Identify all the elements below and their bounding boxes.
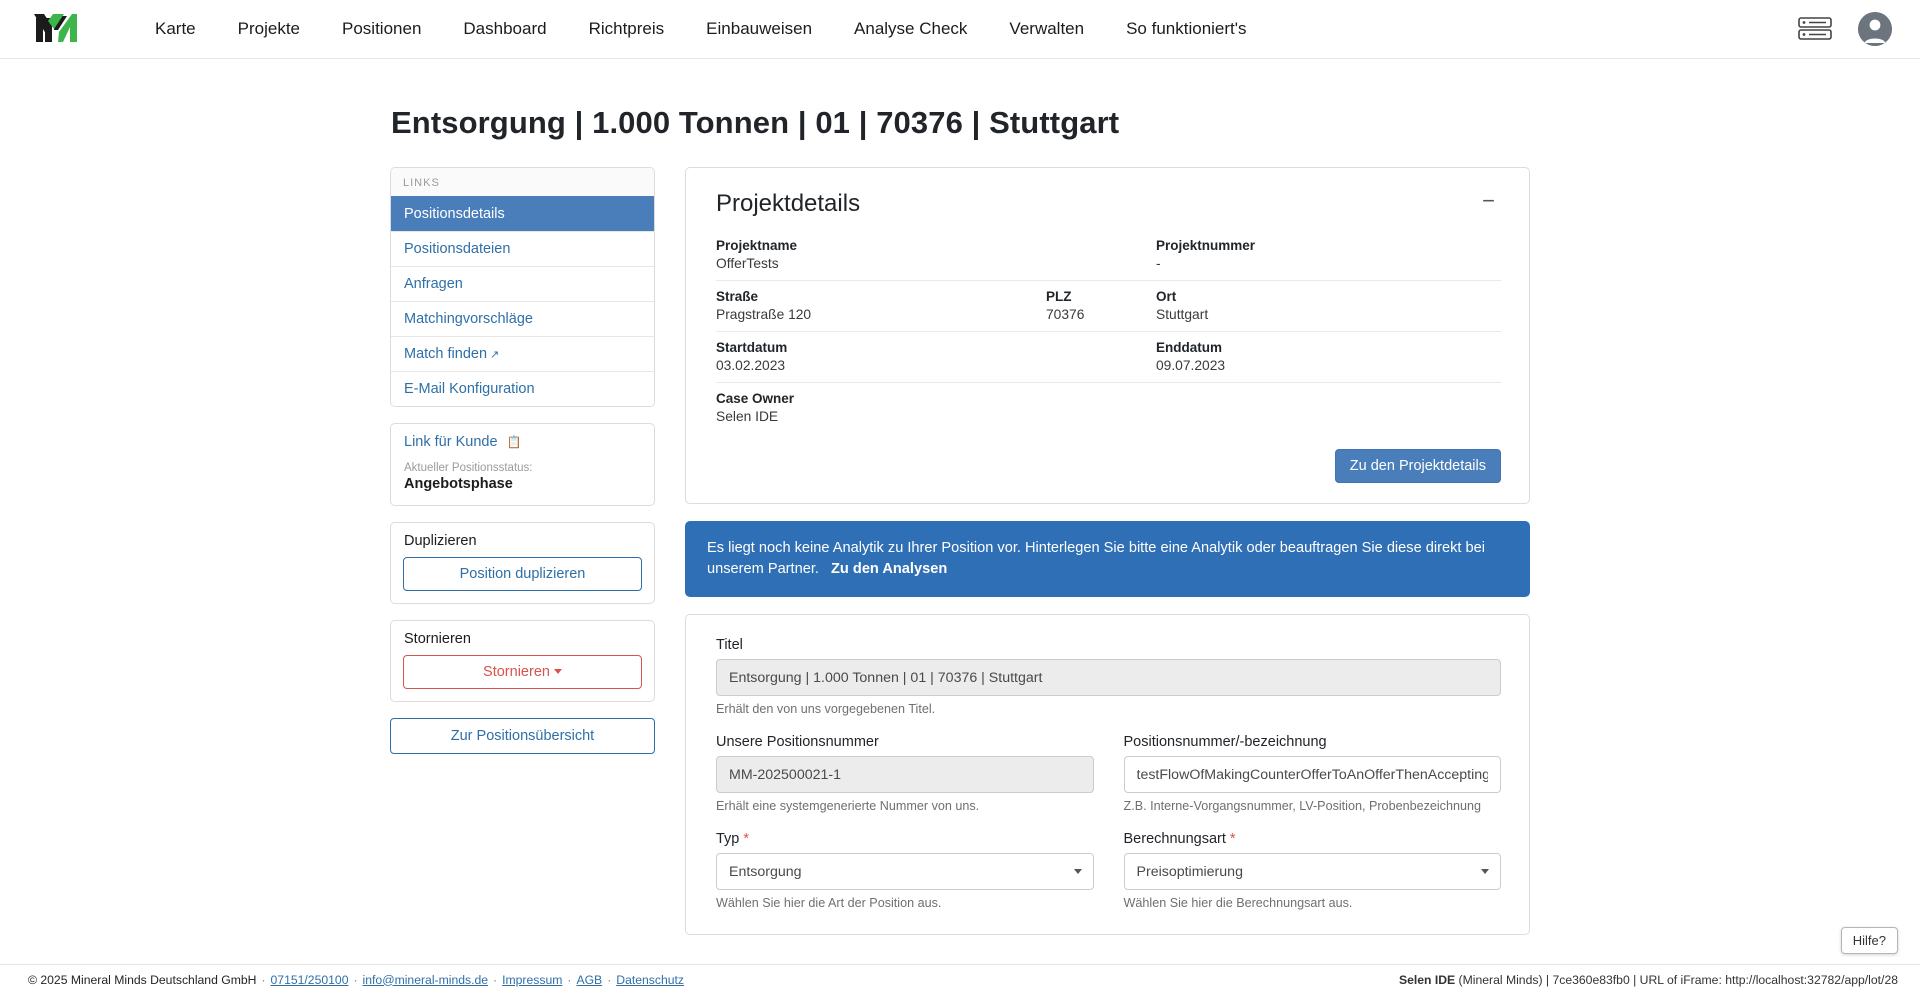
alert-link-zu-den-analysen[interactable]: Zu den Analysen [831,561,948,578]
analytics-alert [685,521,1530,597]
number-fields-row [716,734,1501,813]
minus-icon[interactable]: − [1482,188,1495,213]
detail-label: Ort [1156,289,1177,304]
project-details-body [686,230,1529,445]
type-select-wrap [716,853,1094,890]
detail-value: 70376 [1046,307,1085,322]
title-field-group [716,637,1501,716]
detail-value: Pragstraße 120 [716,307,812,322]
nav-link-dashboard[interactable]: Dashboard [463,19,547,38]
customer-link-label: Link für Kunde [404,434,498,450]
detail-cell-plz [1046,289,1156,322]
help-bubble-button[interactable]: Hilfe? [1841,927,1898,954]
sidebar-item-match-finden[interactable] [391,336,654,371]
customer-link-panel [390,423,655,506]
detail-cell-projektname [716,238,1046,271]
project-details-title: Projektdetails [716,190,861,217]
detail-value: Stuttgart [1156,307,1209,322]
project-details-card [685,167,1530,504]
sidebar-item-anfragen[interactable]: Anfragen [391,266,654,301]
type-group [716,831,1094,910]
footer-separator: · [353,972,358,987]
calculation-help: Wählen Sie hier die Berechnungsart aus. [1123,896,1353,911]
detail-value: Selen IDE [716,409,779,424]
detail-cell-strasse [716,289,1046,322]
footer-privacy-link[interactable]: Datenschutz [616,972,685,987]
nav-link-verwalten[interactable]: Verwalten [1009,19,1085,38]
detail-row [716,383,1501,433]
detail-label: PLZ [1046,289,1072,304]
footer-bar [0,964,1920,994]
position-number-label: Unsere Positionsnummer [716,734,879,751]
footer-separator: · [261,972,266,987]
alert-text: Es liegt noch keine Analytik zu Ihrer Position vor. Hinterlegen Sie bitte eine Analytik oder beauftragen Sie diese direkt bei unserem Partner. [707,540,1485,578]
project-details-header [686,168,1529,230]
nav-link-so-funktionierts[interactable]: So funktioniert's [1126,19,1247,38]
page-title: Entsorgung | 1.000 Tonnen | 01 | 70376 | Stuttgart [391,105,1120,140]
footer-imprint-link[interactable]: Impressum [502,972,563,987]
footer-phone-link[interactable]: 07151/250100 [270,972,349,987]
detail-cell-empty [1046,391,1156,424]
duplicate-position-button[interactable]: Position duplizieren [403,557,642,591]
footer-session-info [1399,973,1898,987]
main-content [685,167,1530,952]
detail-label: Straße [716,289,759,304]
detail-row [716,230,1501,281]
top-navbar [0,0,1920,59]
detail-cell-projektnummer [1156,238,1501,271]
calculation-select[interactable] [1124,853,1502,890]
detail-label: Startdatum [716,340,788,355]
nav-links [134,19,1268,39]
footer-separator: · [607,972,612,987]
footer-user-name: Selen IDE [1398,972,1456,987]
sidebar-item-positionsdateien[interactable]: Positionsdateien [391,231,654,266]
server-icon-glyph [1798,16,1832,42]
detail-cell-enddatum [1156,340,1501,373]
type-label-text: Typ [716,831,740,848]
user-avatar-icon [1858,12,1892,46]
content-wrapper [390,59,1530,952]
server-icon[interactable] [1798,16,1832,42]
copy-icon[interactable]: 📋 [506,435,522,449]
two-column-layout [390,167,1530,952]
duplicate-title: Duplizieren [404,533,477,549]
detail-value: 03.02.2023 [716,358,786,373]
detail-label: Enddatum [1156,340,1222,355]
footer-separator: · [493,972,498,987]
detail-cell-empty [1046,340,1156,373]
sidebar-item-email-konfiguration[interactable]: E-Mail Konfiguration [391,371,654,406]
detail-label: Projektnummer [1156,238,1256,253]
customer-link-row[interactable] [391,424,654,460]
detail-row [716,281,1501,332]
nav-link-einbauweisen[interactable]: Einbauweisen [706,19,813,38]
detail-cell-case-owner [716,391,1046,424]
position-name-label: Positionsnummer/-bezeichnung [1123,734,1327,751]
nav-link-analyse-check[interactable]: Analyse Check [854,19,968,38]
avatar[interactable] [1858,12,1892,46]
status-badge: Angebotsphase [404,476,513,492]
project-details-footer [686,445,1529,503]
cancel-dropdown-button[interactable] [403,655,642,689]
title-field-label: Titel [716,637,743,654]
links-panel [390,167,655,407]
status-label: Aktueller Positionsstatus: [404,462,533,474]
position-name-group [1124,734,1502,813]
detail-value: - [1156,256,1161,271]
detail-value: 09.07.2023 [1156,358,1226,373]
select-fields-row [716,831,1501,910]
links-panel-header: LINKS [391,168,654,196]
sidebar-item-positionsdetails[interactable]: Positionsdetails [391,196,654,231]
cancel-panel [390,620,655,702]
left-sidebar [390,167,655,754]
detail-row [716,332,1501,383]
position-name-help: Z.B. Interne-Vorgangsnummer, LV-Position, Probenbezeichnung [1123,799,1481,814]
footer-terms-link[interactable]: AGB [576,972,603,987]
brand-logo[interactable] [34,9,90,49]
position-form-card [685,614,1530,935]
type-label [716,831,1094,847]
cancel-button-label: Stornieren [483,664,550,680]
sidebar-item-label: Match finden [404,346,488,362]
nav-link-projekte[interactable]: Projekte [237,19,301,38]
cancel-title: Stornieren [404,631,471,647]
footer-copyright: © 2025 Mineral Minds Deutschland GmbH [28,972,257,987]
calculation-group [1124,831,1502,910]
page-container [0,59,1920,952]
calculation-required-marker: * [1229,831,1236,848]
detail-cell-ort [1156,289,1501,322]
footer-email-link[interactable]: info@mineral-minds.de [362,972,489,987]
duplicate-panel [390,522,655,604]
title-field-help: Erhält den von uns vorgegebenen Titel. [716,702,936,717]
go-to-project-details-button[interactable]: Zu den Projektdetails [1335,449,1501,483]
type-help: Wählen Sie hier die Art der Position aus. [716,896,942,911]
detail-value: OfferTests [716,256,779,271]
detail-label: Projektname [716,238,798,253]
detail-cell-empty [1156,391,1501,424]
detail-cell-empty [1046,238,1156,271]
position-number-input[interactable] [716,756,1094,793]
back-to-overview-button[interactable]: Zur Positionsübersicht [390,718,655,754]
detail-label: Case Owner [716,391,795,406]
nav-right-tools [1798,12,1892,46]
sidebar-item-matchingvorschlaege[interactable]: Matchingvorschläge [391,301,654,336]
type-required-marker: * [743,831,750,848]
chevron-down-icon [554,669,562,674]
nav-link-richtpreis[interactable]: Richtpreis [588,19,665,38]
calculation-label [1124,831,1502,847]
footer-session-rest: (Mineral Minds) | 7ce360e83fb0 | URL of iFrame: http://localhost:32782/app/lot/28 [1458,972,1898,987]
position-name-input[interactable] [1124,756,1502,793]
position-number-group [716,734,1094,813]
calculation-select-wrap [1124,853,1502,890]
calculation-label-text: Berechnungsart [1123,831,1226,848]
status-block [391,460,654,505]
nav-link-karte[interactable]: Karte [155,19,196,38]
title-input[interactable] [716,659,1501,696]
external-link-icon: ↗ [490,349,500,361]
position-number-help: Erhält eine systemgenerierte Nummer von uns. [716,799,980,814]
nav-link-positionen[interactable]: Positionen [342,19,422,38]
mineral-minds-logo-icon [34,12,80,46]
detail-cell-startdatum [716,340,1046,373]
footer-separator: · [567,972,572,987]
type-select[interactable] [716,853,1094,890]
